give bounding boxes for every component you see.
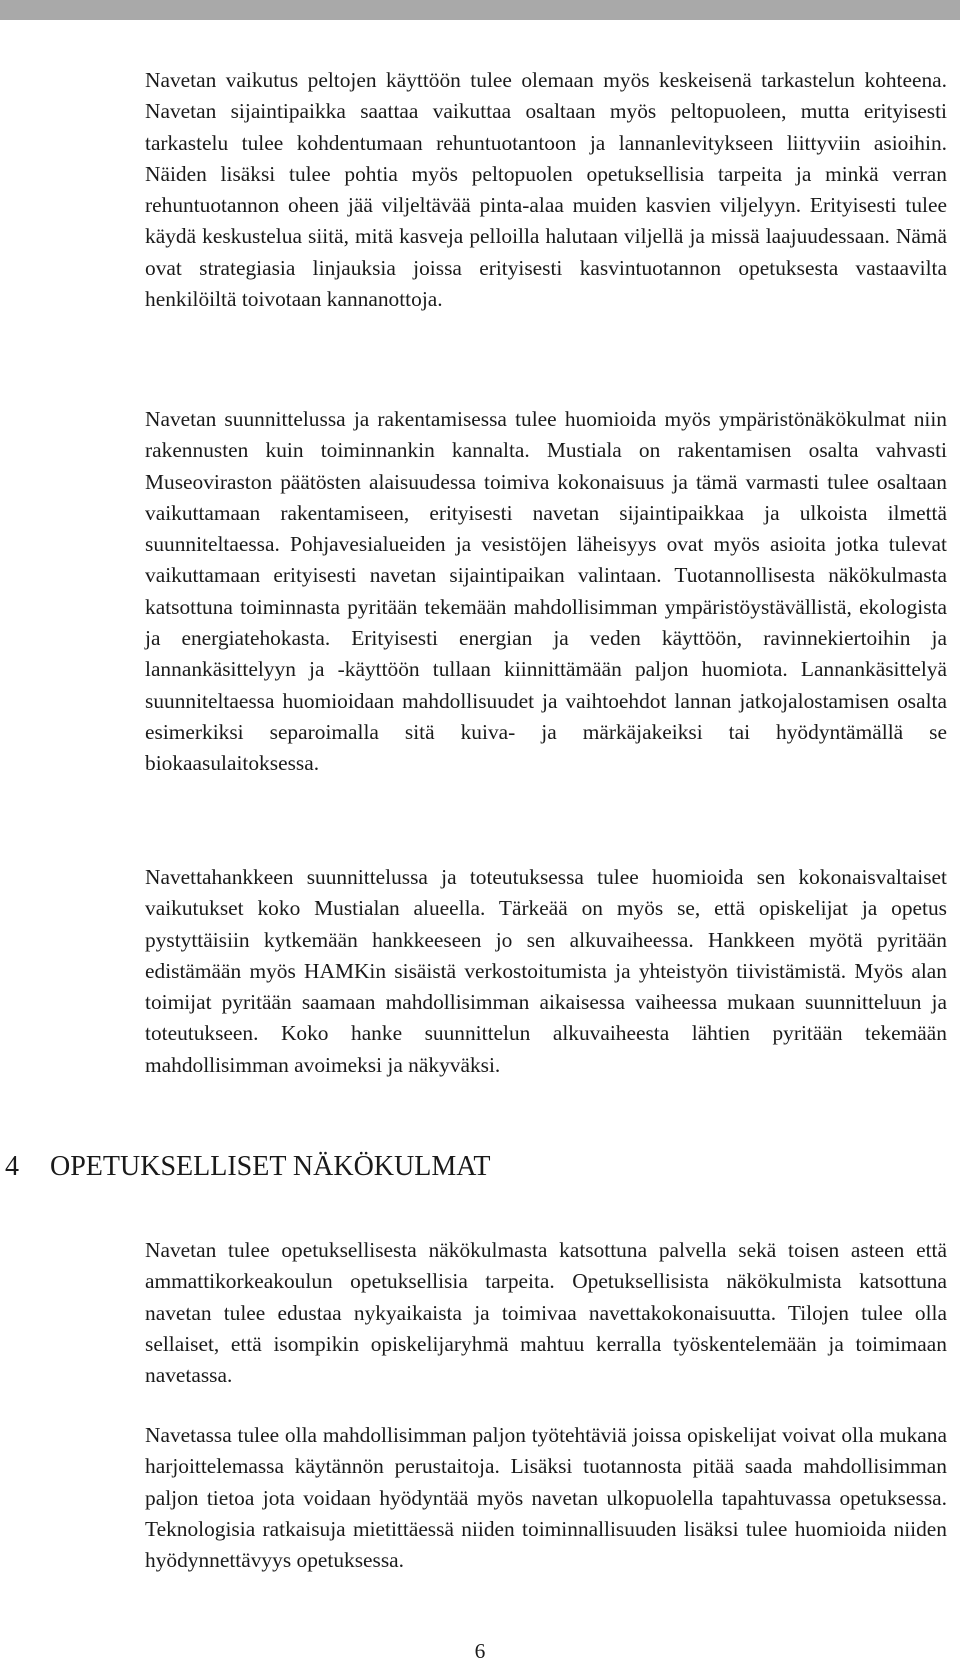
section-number: 4: [5, 1151, 19, 1182]
section-heading: [5, 1150, 490, 1184]
page-number: 6: [474, 1639, 486, 1663]
paragraph-field-use: Navetan vaikutus peltojen käyttöön tulee olemaan myös keskeisenä tarkastelun kohteena. Navetan sijaintipaikka saattaa vaikuttaa osaltaan myös peltopuoleen, mutta erityisesti tarkastelu tulee kohdentumaan rehuntuotantoon ja lannanlevitykseen liittyviin asioihin. Näiden lisäksi tulee pohtia myös peltopuolen opetuksellisia tarpeita ja minkä verran rehuntuotannon oheen jää viljeltävää pinta-alaa muiden kasvien viljelyyn. Erityisesti tulee käydä keskustelua siitä, mitä kasveja pelloilla halutaan viljellä ja missä laajuudessaan. Nämä ovat strategiasia linjauksia joissa erityisesti kasvintuotannon opetuksesta vastaavilta henkilöiltä toivotaan kannanottoja.: [145, 68, 947, 312]
section-title: OPETUKSELLISET NÄKÖKULMAT: [50, 1151, 491, 1182]
paragraph-environment: Navetan suunnittelussa ja rakentamisessa tulee huomioida myös ympäristönäkökulmat niin rakennusten kuin toiminnankin kannalta. Mustiala on rakentamisen osalta vahvasti Museoviraston päätösten alaisuudessa toimiva kokonaisuus ja tämä varmasti tulee osaltaan vaikuttamaan rakentamiseen, erityisesti navetan sijaintipaikkaa ja ulkoista ilmettä suunniteltaessa. Pohjavesialueiden ja vesistöjen läheisyys ovat myös asioita jotka tulevat vaikuttamaan erityisesti navetan sijaintipaikan valintaan. Tuotannollisesta näkökulmasta katsottuna toiminnasta pyritään tekemään mahdollisimman ympäristöystävällistä, ekologista ja energiatehokasta. Erityisesti energian ja veden käyttöön, ravinnekiertoihin ja lannankäsittelyyn ja -käyttöön tullaan kiinnittämään paljon huomiota. Lannankäsittelyä suunniteltaessa huomioidaan mahdollisuudet ja vaihtoehdot lannan jatkojalostamisen osalta esimerkiksi separoimalla sitä kuiva- ja märkäjakeiksi tai hyödyntämällä se biokaasulaitoksessa.: [145, 407, 947, 776]
paragraph-project-planning: Navettahankkeen suunnittelussa ja toteutuksessa tulee huomioida sen kokonaisvaltaiset vaikutukset koko Mustialan alueella. Tärkeää on myös se, että opiskelijat ja opetus pystyttäisiin kytkemään hankkeeseen jo sen alkuvaiheessa. Hankkeen myötä pyritään edistämään myös HAMKin sisäistä verkostoitumista ja yhteistyön tiivistämistä. Myös alan toimijat pyritään saamaan mahdollisimman aikaisessa vaiheessa mukaan suunnitteluun ja toteutukseen. Koko hanke suunnittelun alkuvaiheesta lähtien pyritään tekemään mahdollisimman avoimeksi ja näkyväksi.: [145, 865, 947, 1077]
paragraph-educational-needs: Navetan tulee opetuksellisesta näkökulmasta katsottuna palvella sekä toisen asteen että ammattikorkeakoulun opetuksellisia tarpeita. Opetuksellisista näkökulmista katsottuna navetan tulee edustaa nykyaikaista ja toimivaa navettakokonaisuutta. Tilojen tulee olla sellaiset, että isompikin opiskelijaryhmä mahtuu kerralla työskentelemään ja toimimaan navetassa.: [145, 1238, 947, 1388]
paragraph-practical-skills: Navetassa tulee olla mahdollisimman paljon työtehtäviä joissa opiskelijat voivat olla mukana harjoittelemassa käytännön perustaitoja. Lisäksi tuotannosta pitää saada mahdollisimman paljon tietoa jota voidaan hyödyntää myös navetan ulkopuolella tapahtuvassa opetuksessa. Teknologisia ratkaisuja mietittäessä niiden toiminnallisuuden lisäksi tulee huomioida niiden hyödynnettävyys opetuksessa.: [145, 1423, 947, 1573]
